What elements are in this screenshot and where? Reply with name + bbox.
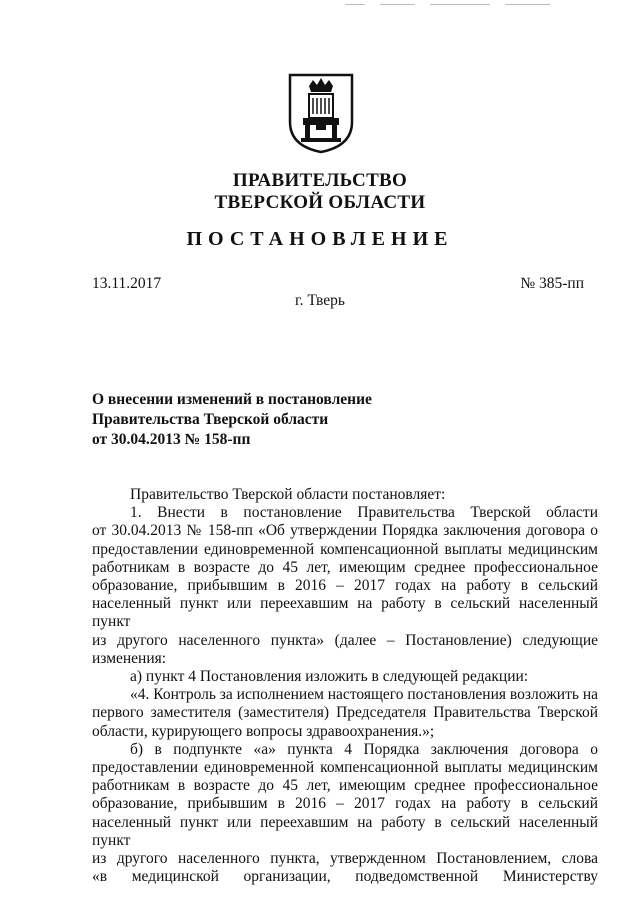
body-line: образование, прибывшим в 2016 – 2017 годах на работу в сельский bbox=[92, 577, 598, 595]
body-line: из другого населенного пункта, утвержденном Постановлением, слова bbox=[92, 850, 598, 868]
body-line: 1. Внести в постановление Правительства Тверской области bbox=[130, 504, 598, 522]
document-body bbox=[92, 486, 598, 886]
subject-line: от 30.04.2013 № 158-пп bbox=[92, 431, 251, 448]
body-line: «4. Контроль за исполнением настоящего постановления возложить на bbox=[130, 686, 598, 704]
scan-mark bbox=[430, 4, 490, 5]
document-date: 13.11.2017 bbox=[92, 275, 162, 292]
coat-of-arms-icon bbox=[287, 72, 355, 154]
scan-mark bbox=[345, 4, 365, 5]
scan-mark bbox=[505, 4, 550, 5]
government-title-line2: ТВЕРСКОЙ ОБЛАСТИ bbox=[214, 192, 426, 213]
body-line: «в медицинской организации, подведомственной Министерству bbox=[92, 868, 598, 886]
body-line: б) в подпункте «а» пункта 4 Порядка заключения договора о bbox=[130, 740, 598, 758]
document-subject bbox=[92, 390, 392, 450]
body-line: первого заместителя (заместителя) Председателя Правительства Тверской bbox=[92, 704, 598, 722]
body-line: от 30.04.2013 № 158-пп «Об утверждении Порядка заключения договора о bbox=[92, 522, 598, 540]
document-number: № 385-пп bbox=[520, 275, 584, 292]
body-line: работникам в возрасте до 45 лет, имеющим среднее профессиональное bbox=[92, 777, 598, 795]
body-line: работникам в возрасте до 45 лет, имеющим среднее профессиональное bbox=[92, 558, 598, 576]
body-line: образование, прибывшим в 2016 – 2017 годах на работу в сельский bbox=[92, 795, 598, 813]
government-title-line1: ПРАВИТЕЛЬСТВО bbox=[232, 170, 408, 191]
subject-line: Правительства Тверской области bbox=[92, 411, 329, 428]
body-line: Правительство Тверской области постановляет: bbox=[130, 486, 446, 503]
body-line: предоставлении единовременной компенсационной выплаты медицинским bbox=[92, 540, 598, 558]
body-line: из другого населенного пункта» (далее – Постановление) следующие bbox=[92, 631, 598, 649]
scan-mark bbox=[380, 4, 415, 5]
body-line: населенный пункт или переехавшим на работу в сельский населенный пункт bbox=[92, 813, 598, 849]
document-kind: ПОСТАНОВЛЕНИЕ bbox=[186, 228, 454, 250]
body-line: изменения: bbox=[92, 649, 167, 667]
body-line: населенный пункт или переехавшим на работу в сельский населенный пункт bbox=[92, 595, 598, 631]
body-line: а) пункт 4 Постановления изложить в следующей редакции: bbox=[130, 668, 529, 686]
government-title bbox=[0, 170, 640, 214]
subject-line: О внесении изменений в постановление bbox=[92, 391, 372, 408]
body-line: области, курирующего вопросы здравоохранения.»; bbox=[92, 722, 435, 740]
body-line: предоставлении единовременной компенсационной выплаты медицинским bbox=[92, 759, 598, 777]
document-city: г. Тверь bbox=[295, 292, 345, 309]
